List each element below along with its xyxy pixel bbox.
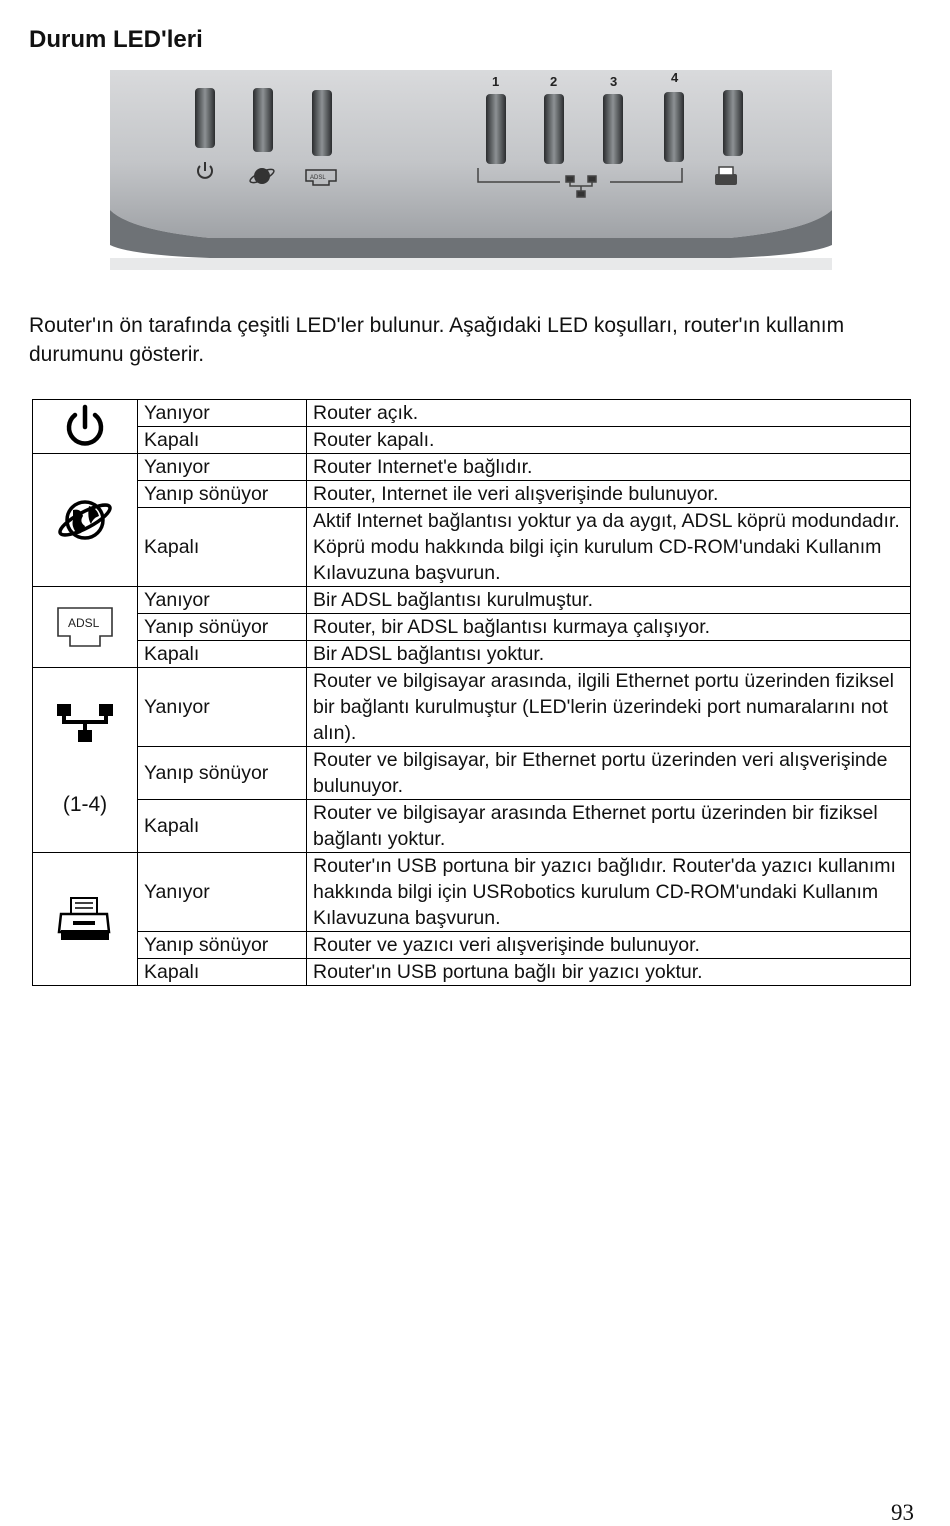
table-row [33, 641, 911, 668]
led-description: Router kapalı. [307, 427, 911, 454]
internet-globe-icon [55, 494, 115, 546]
led-description: Router'ın USB portuna bir yazıcı bağlıdır. Router'da yazıcı kullanımı hakkında bilgi için USRobotics kurulum CD-ROM'undaki Kullanım Kılavuzuna başvurun. [307, 853, 911, 932]
led-description: Router ve bilgisayar arasında Ethernet portu üzerinden bir fiziksel bağlantı yoktur. [307, 800, 911, 853]
usb-printer-icon [57, 894, 113, 944]
led-state: Yanıyor [138, 668, 307, 747]
led-state: Yanıyor [138, 400, 307, 427]
table-row [33, 481, 911, 508]
led-state: Yanıyor [138, 853, 307, 932]
table-row [33, 400, 911, 427]
led-icon-cell [33, 668, 138, 853]
table-row [33, 427, 911, 454]
page-number: 93 [891, 1500, 914, 1525]
led-description: Router'ın USB portuna bağlı bir yazıcı yoktur. [307, 959, 911, 986]
intro-paragraph: Router'ın ön tarafında çeşitli LED'ler bulunur. Aşağıdaki LED koşulları, router'ın kullanım durumunu gösterir. [29, 314, 845, 366]
led-description: Router, Internet ile veri alışverişinde bulunuyor. [307, 481, 911, 508]
photo-port-number: 2 [550, 74, 558, 89]
power-icon [63, 403, 107, 451]
ethernet-network-icon [55, 702, 115, 744]
led-description: Bir ADSL bağlantısı yoktur. [307, 641, 911, 668]
led-state: Yanıp sönüyor [138, 932, 307, 959]
led-state: Yanıp sönüyor [138, 747, 307, 800]
led-icon-cell [33, 454, 138, 587]
photo-port-number: 1 [492, 74, 500, 89]
ethernet-port-range-label: (1-4) [62, 793, 108, 816]
photo-adsl-icon-text: ADSL [310, 175, 326, 181]
table-row [33, 614, 911, 641]
led-description: Router ve bilgisayar, bir Ethernet portu üzerinden veri alışverişinde bulunuyor. [307, 747, 911, 800]
led-description: Router Internet'e bağlıdır. [307, 454, 911, 481]
led-state: Yanıyor [138, 454, 307, 481]
led-state: Yanıp sönüyor [138, 481, 307, 508]
photo-port-number: 4 [671, 70, 679, 85]
led-description: Router ve yazıcı veri alışverişinde bulunuyor. [307, 932, 911, 959]
table-row [33, 800, 911, 853]
led-state: Yanıyor [138, 587, 307, 614]
table-row [33, 853, 911, 932]
led-description: Router açık. [307, 400, 911, 427]
router-front-panel-photo [110, 70, 832, 270]
led-description: Router, bir ADSL bağlantısı kurmaya çalışıyor. [307, 614, 911, 641]
table-row [33, 587, 911, 614]
led-icon-cell [33, 587, 138, 668]
led-state: Yanıp sönüyor [138, 614, 307, 641]
led-icon-cell [33, 853, 138, 986]
table-row [33, 508, 911, 587]
page-title: Durum LED'leri [29, 26, 203, 53]
table-row [33, 959, 911, 986]
table-row [33, 668, 911, 747]
led-state: Kapalı [138, 427, 307, 454]
table-row [33, 747, 911, 800]
led-icon-cell [33, 400, 138, 454]
led-state: Kapalı [138, 508, 307, 587]
table-row [33, 454, 911, 481]
led-description: Aktif Internet bağlantısı yoktur ya da aygıt, ADSL köprü modundadır. Köprü modu hakkında bilgi için kurulum CD-ROM'undaki Kullanım Kılavuzuna başvurun. [307, 508, 911, 587]
led-state: Kapalı [138, 800, 307, 853]
led-description: Bir ADSL bağlantısı kurulmuştur. [307, 587, 911, 614]
led-status-table [32, 399, 911, 986]
photo-port-number: 3 [610, 74, 618, 89]
photo-printer-icon [715, 167, 737, 185]
led-state: Kapalı [138, 959, 307, 986]
led-description: Router ve bilgisayar arasında, ilgili Ethernet portu üzerinden fiziksel bir bağlantı kurulmuştur (LED'lerin üzerindeki port numaralarını not alın). [307, 668, 911, 747]
table-row [33, 932, 911, 959]
led-state: Kapalı [138, 641, 307, 668]
adsl-icon-text: ADSL [68, 616, 100, 630]
adsl-icon [54, 602, 116, 652]
